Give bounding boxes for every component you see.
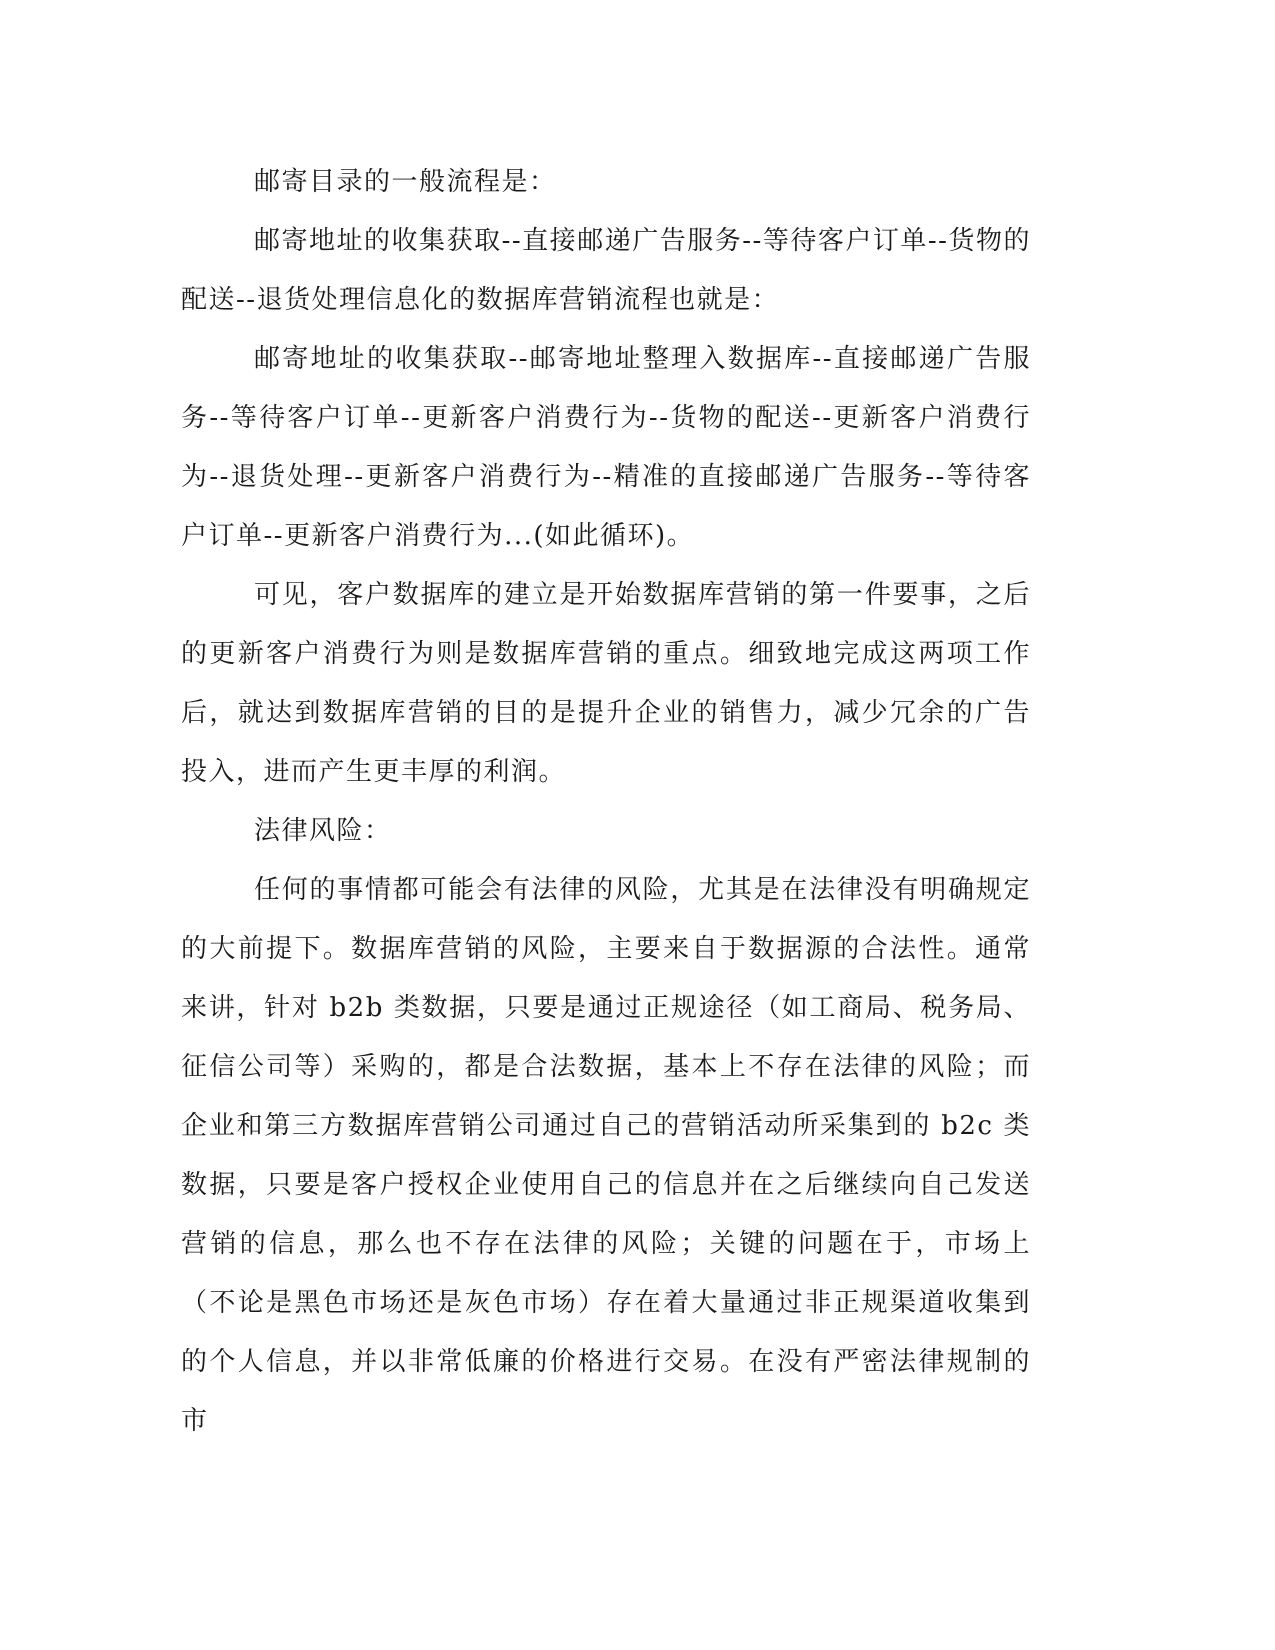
- paragraph-legal-risk-heading: 法律风险：: [254, 816, 392, 846]
- paragraph-mail-catalog-process: 邮寄地址的收集获取--直接邮递广告服务--等待客户订单--货物的配送--退货处理信息化的数据库营销流程也就是：: [181, 226, 1031, 315]
- paragraph-database-marketing-process: 邮寄地址的收集获取--邮寄地址整理入数据库--直接邮递广告服务--等待客户订单--更新客户消费行为--货物的配送--更新客户消费行为--退货处理--更新客户消费行为--精准的直接邮递广告服务--等待客户订单--更新客户消费行为...(如此循环)。: [181, 344, 1031, 551]
- paragraph-customer-database-importance: 可见，客户数据库的建立是开始数据库营销的第一件要事，之后的更新客户消费行为则是数据库营销的重点。细致地完成这两项工作后，就达到数据库营销的目的是提升企业的销售力，减少冗余的广告投入，进而产生更丰厚的利润。: [181, 580, 1031, 787]
- document-body: [181, 153, 1031, 1451]
- paragraph-legal-risk-body: 任何的事情都可能会有法律的风险，尤其是在法律没有明确规定的大前提下。数据库营销的风险，主要来自于数据源的合法性。通常来讲，针对 b2b 类数据，只要是通过正规途径（如工商局、税务局、征信公司等）采购的，都是合法数据，基本上不存在法律的风险；而企业和第三方数据库营销公司通过自己的营销活动所采集到的 b2c 类数据，只要是客户授权企业使用自己的信息并在之后继续向自己发送营销的信息，那么也不存在法律的风险；关键的问题在于，市场上（不论是黑色市场还是灰色市场）存在着大量通过非正规渠道收集到的个人信息，并以非常低廉的价格进行交易。在没有严密法律规制的市: [181, 875, 1031, 1436]
- paragraph-mail-catalog-process-heading: 邮寄目录的一般流程是：: [254, 167, 557, 197]
